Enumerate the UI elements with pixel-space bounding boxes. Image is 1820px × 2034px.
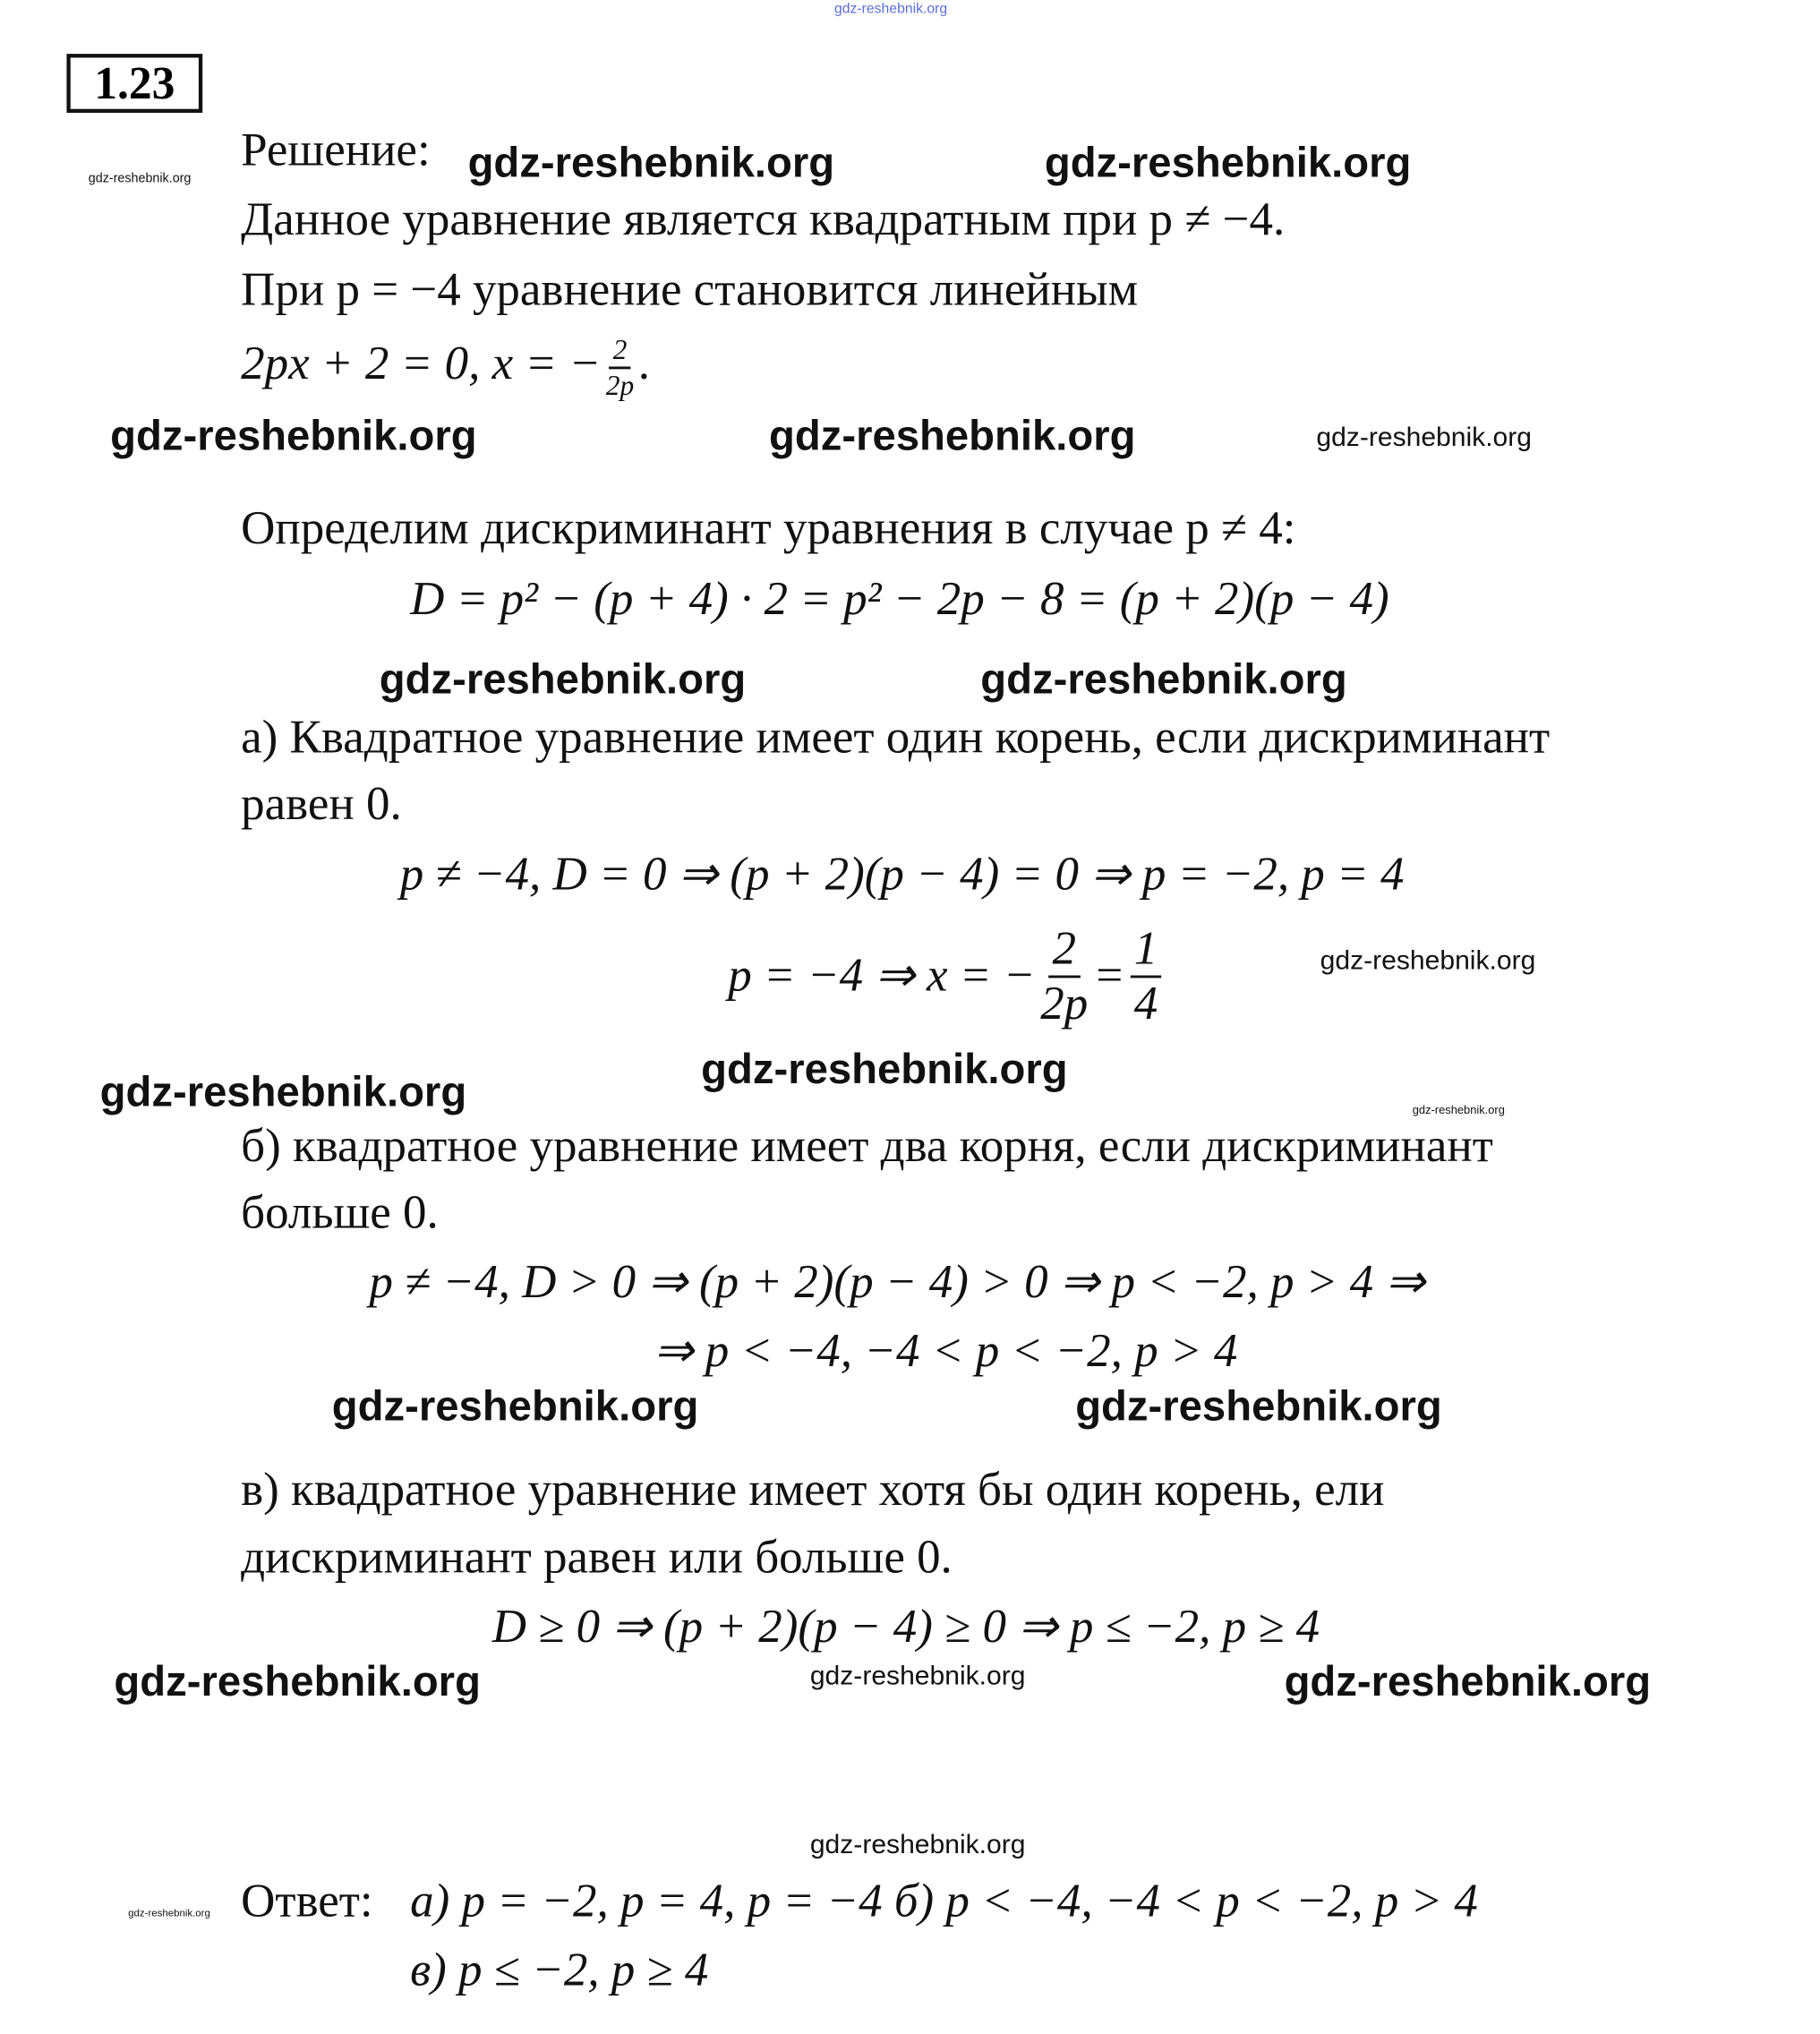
watermark: gdz-reshebnik.org <box>1316 423 1533 453</box>
denominator: 4 <box>1133 978 1158 1031</box>
watermark: gdz-reshebnik.org <box>1284 1657 1652 1705</box>
denominator: 2p <box>605 369 635 402</box>
numerator: 2 <box>609 336 630 369</box>
numerator: 2 <box>1048 926 1080 979</box>
part-b-text: б) квадратное уравнение имеет два корня, если дискриминант <box>241 1120 1493 1174</box>
watermark: gdz-reshebnik.org <box>809 1830 1026 1860</box>
equation-text: p = −4 ⇒ x = − <box>728 949 1036 1003</box>
equation-text: 2px + 2 = 0, x = − <box>241 338 602 390</box>
equals: = <box>1092 949 1125 1003</box>
problem-number: 1.23 <box>66 54 202 113</box>
answer-label: Ответ: <box>241 1875 373 1928</box>
watermark: gdz-reshebnik.org <box>110 411 477 459</box>
watermark: gdz-reshebnik.org <box>99 1067 467 1115</box>
line-linear-solution <box>241 333 652 402</box>
fraction <box>1040 922 1089 1031</box>
period: . <box>639 338 652 390</box>
watermark: gdz-reshebnik.org <box>1320 945 1536 976</box>
watermark: gdz-reshebnik.org <box>1412 1103 1505 1117</box>
part-c-equation: D ≥ 0 ⇒ (p + 2)(p − 4) ≥ 0 ⇒ p ≤ −2, p ≥ 4 <box>491 1601 1320 1654</box>
answer-line-1: а) p = −2, p = 4, p = −4 б) p < −4, −4 < p < −2, p > 4 <box>410 1875 1478 1928</box>
watermark: gdz-reshebnik.org <box>834 1 948 17</box>
answer-line-2: в) p ≤ −2, p ≥ 4 <box>410 1944 709 1997</box>
watermark: gdz-reshebnik.org <box>467 138 835 186</box>
part-a-text-2: равен 0. <box>241 778 402 831</box>
numerator: 1 <box>1130 926 1161 979</box>
fraction <box>1130 922 1161 1031</box>
line-discriminant-intro: Определим дискриминант уравнения в случае p ≠ 4: <box>241 502 1296 555</box>
watermark: gdz-reshebnik.org <box>128 1907 210 1919</box>
part-b-text-2: больше 0. <box>241 1186 439 1240</box>
solution-label: Решение: <box>241 124 431 177</box>
part-a-equation: p ≠ −4, D = 0 ⇒ (p + 2)(p − 4) = 0 ⇒ p = −2, p = 4 <box>399 848 1405 902</box>
line-quadratic-condition: Данное уравнение является квадратным при p ≠ −4. <box>241 193 1286 246</box>
watermark: gdz-reshebnik.org <box>769 411 1136 459</box>
part-c-text: в) квадратное уравнение имеет хотя бы один корень, ели <box>241 1464 1385 1517</box>
line-discriminant-formula: D = p² − (p + 4) · 2 = p² − 2p − 8 = (p + 2)(p − 4) <box>410 572 1389 626</box>
watermark: gdz-reshebnik.org <box>1075 1381 1442 1430</box>
watermark: gdz-reshebnik.org <box>114 1657 481 1705</box>
part-c-text-2: дискриминант равен или больше 0. <box>241 1531 953 1585</box>
watermark: gdz-reshebnik.org <box>809 1661 1026 1691</box>
watermark: gdz-reshebnik.org <box>331 1381 699 1430</box>
line-linear-case: При p = −4 уравнение становится линейным <box>241 263 1139 317</box>
watermark: gdz-reshebnik.org <box>1044 138 1412 186</box>
watermark: gdz-reshebnik.org <box>980 654 1347 703</box>
part-a-linear-root <box>728 912 1166 1040</box>
part-b-equation-2: ⇒ p < −4, −4 < p < −2, p > 4 <box>654 1325 1238 1379</box>
part-a-text: а) Квадратное уравнение имеет один корень, если дискриминант <box>241 711 1551 765</box>
part-b-equation: p ≠ −4, D > 0 ⇒ (p + 2)(p − 4) > 0 ⇒ p < −2, p > 4 ⇒ <box>369 1256 1425 1309</box>
watermark: gdz-reshebnik.org <box>701 1044 1068 1092</box>
watermark: gdz-reshebnik.org <box>88 171 192 186</box>
denominator: 2p <box>1040 978 1089 1031</box>
fraction <box>605 333 635 402</box>
watermark: gdz-reshebnik.org <box>379 654 747 703</box>
